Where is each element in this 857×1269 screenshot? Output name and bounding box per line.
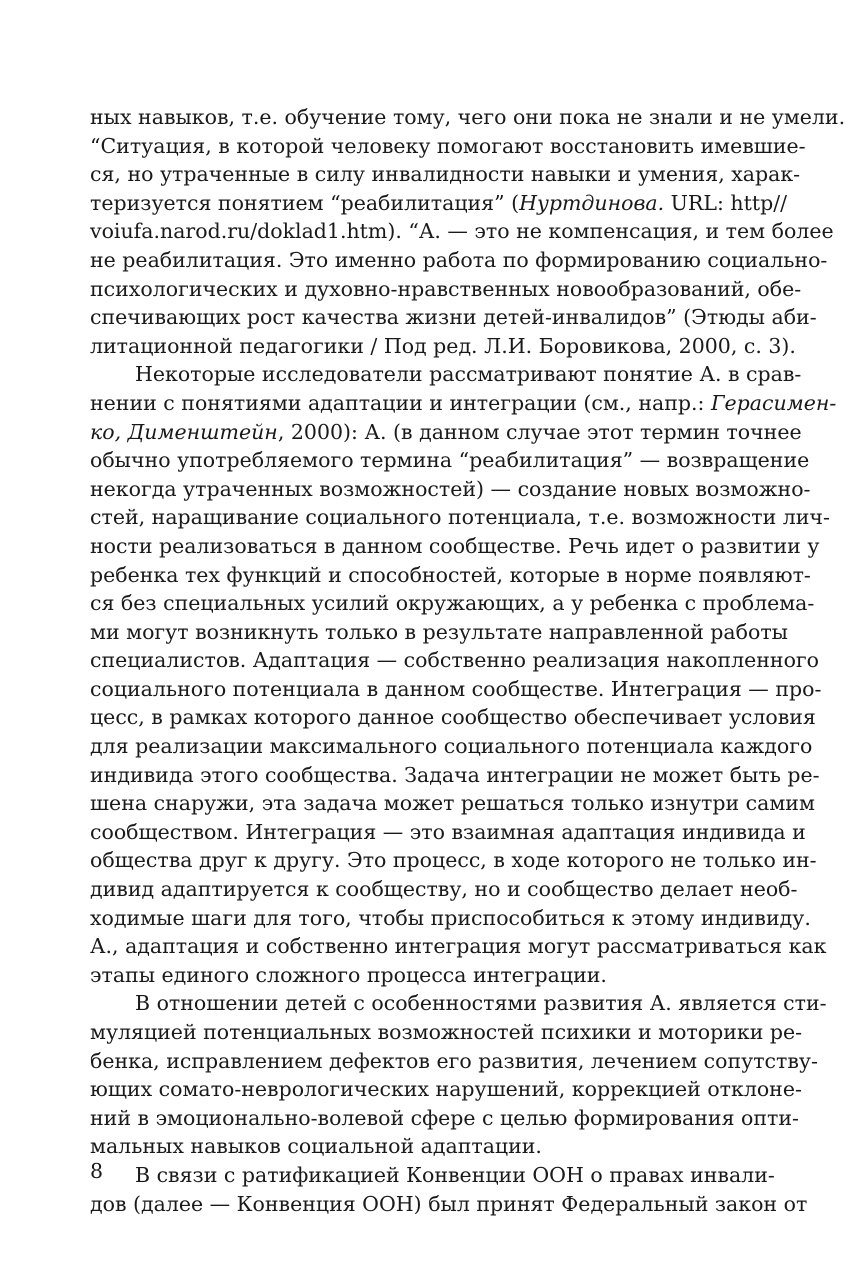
text-line: обычно употребляемого термина “реабилитация” — возвращение [90, 448, 810, 473]
text-line: “Ситуация, в которой человеку помогают восстановить имевшие- [90, 133, 806, 158]
text-line: цесс, в рамках которого данное сообщество обеспечивает условия [90, 705, 816, 730]
text-line: В отношении детей с особенностями развития А. является сти- [135, 991, 827, 1016]
text-line: литационной педагогики / Под ред. Л.И. Боровикова, 2000, с. 3). [90, 333, 796, 358]
text-line: ся, но утраченные в силу инвалидности навыки и умения, харак- [90, 162, 801, 187]
text-line: психологических и духовно-нравственных новообразований, обе- [90, 276, 802, 301]
text-segment: нении с понятиями адаптации и интеграции (см., напр.: [90, 390, 711, 415]
text-line: муляцией потенциальных возможностей психики и моторики ре- [90, 1020, 803, 1044]
text-line: ребенка тех функций и способностей, которые в норме появляют- [90, 562, 811, 587]
text-line: индивида этого сообщества. Задача интеграции не может быть ре- [90, 762, 820, 787]
paragraph-4 [90, 1161, 808, 1218]
text-line: В связи с ратификацией Конвенции ООН о правах инвали- [135, 1162, 775, 1187]
text-segment: URL: http// [664, 190, 788, 215]
text-line: не реабилитация. Это именно работа по формированию социально- [90, 247, 828, 272]
paragraph-2 [90, 360, 837, 989]
text-line: шена снаружи, эта задача может решаться только изнутри самим [90, 791, 815, 816]
text-line: voiufa.narod.ru/doklad1.htm). “А. — это не компенсация, и тем более [90, 219, 834, 244]
text-line [90, 418, 802, 447]
text-line: ми могут возникнуть только в результате направленной работы [90, 619, 788, 644]
text-line: дов (далее — Конвенция ООН) был принят Федеральный закон от [90, 1191, 808, 1216]
text-line: мальных навыков социальной адаптации. [90, 1134, 542, 1159]
text-line: сообществом. Интеграция — это взаимная адаптация индивида и [90, 819, 806, 844]
paragraph-1 [90, 103, 846, 360]
text-segment: , 2000): А. (в данном случае этот термин точнее [277, 419, 802, 444]
text-line: ний в эмоционально-волевой сфере с целью формирования опти- [90, 1105, 799, 1130]
text-line: ности реализоваться в данном сообществе. Речь идет о развитии у [90, 533, 820, 558]
text-line: социального потенциала в данном сообществе. Интеграция — про- [90, 676, 822, 701]
text-line: Некоторые исследователи рассматривают понятие А. в срав- [135, 362, 802, 387]
citation-author-italic: Герасимен- [710, 390, 837, 415]
text-line: ющих сомато-неврологических нарушений, коррекцией отклоне- [90, 1077, 802, 1102]
text-line: для реализации максимального социального потенциала каждого [90, 734, 813, 759]
citation-author-italic: Нуртдинова. [519, 190, 665, 215]
text-line [90, 389, 837, 418]
text-line: дивид адаптируется к сообществу, но и сообщество делает необ- [90, 877, 798, 902]
text-line: ных навыков, т.е. обучение тому, чего они пока не знали и не умели. [90, 105, 846, 129]
paragraph-3 [90, 989, 827, 1161]
text-line [90, 189, 788, 218]
text-line: этапы единого сложного процесса интеграции. [90, 962, 607, 987]
text-line: спечивающих рост качества жизни детей-инвалидов” (Этюды аби- [90, 305, 817, 330]
text-line: стей, наращивание социального потенциала, т.е. возможности лич- [90, 505, 830, 530]
text-line: ся без специальных усилий окружающих, а у ребенка с проблема- [90, 591, 815, 616]
text-line: специалистов. Адаптация — собственно реализация накопленного [90, 648, 819, 673]
citation-author-italic: ко, Дименштейн [90, 419, 278, 444]
text-line: некогда утраченных возможностей) — создание новых возможно- [90, 476, 811, 501]
page-number: 8 [90, 1159, 104, 1183]
text-segment: теризуется понятием “реабилитация” ( [90, 190, 520, 215]
text-line: общества друг к другу. Это процесс, в ходе которого не только ин- [90, 848, 817, 873]
text-line: бенка, исправлением дефектов его развития, лечением сопутству- [90, 1048, 818, 1073]
text-line: А., адаптация и собственно интеграция могут рассматриваться как [90, 934, 827, 959]
body-text [90, 103, 846, 1218]
text-line: ходимые шаги для того, чтобы приспособиться к этому индивиду. [90, 905, 811, 930]
